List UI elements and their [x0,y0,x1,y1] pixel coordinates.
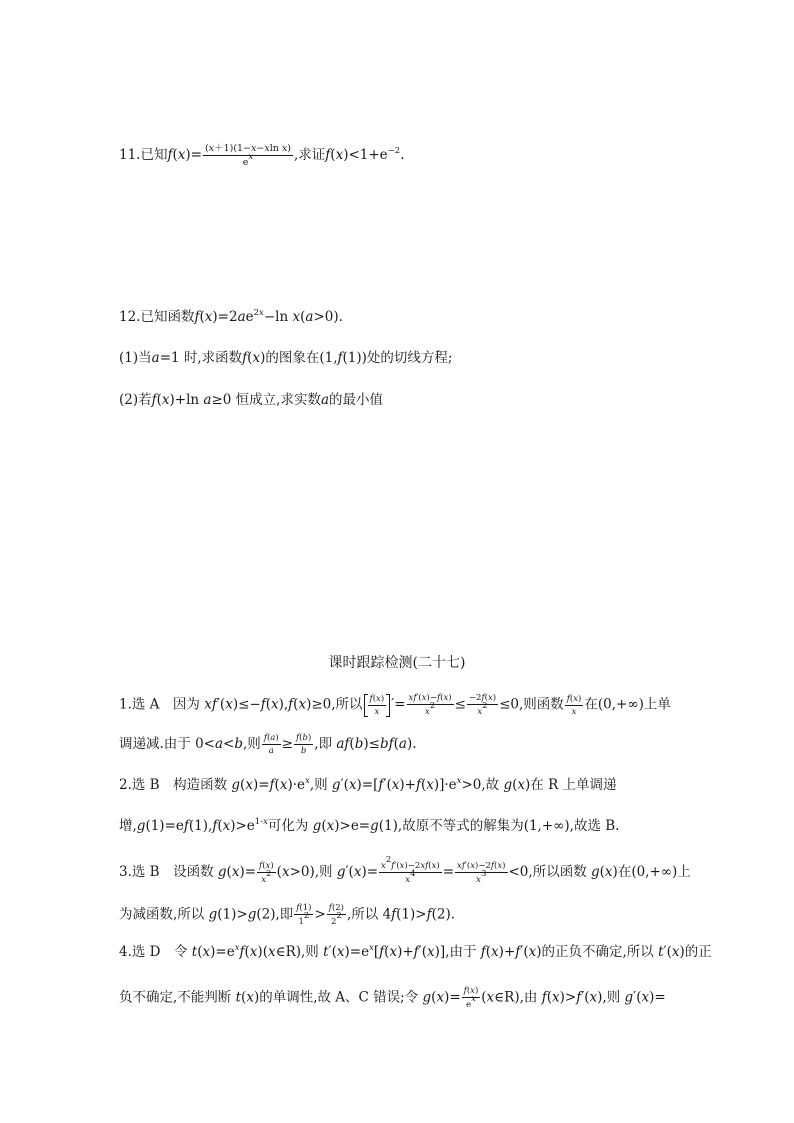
answer-4-line-2: 负不确定,不能判断 t(x)的单调性,故 A、C 错误;令 g(x)= $\frac{f(x)}{e^x}$ (x∈R),由 f(x)>f′(x),则 g′(x)= [119,986,666,1010]
answer-1-line-1: 1.选 A 因为 xf′(x)≤−f(x),f(x)≥0,所以 $\frac{f(x)}{x}$ ′= $\frac{xf'(x)-f(x)}{x^2}$ ≤ $\frac{-2f(x)}{x^2}$ ≤0,则函数 $\frac{f(x)}{x}$ 在(0,+∞)上单 [119,693,671,717]
answer-2-line-2: 增$,g(1)=ef(1),f(x)>e^{1-x}$可化为 g(x)>e=g(1),故原不等式的解集为(1,+∞),故选 B. [119,817,620,834]
problem-11: 11.已知f(x)= $\frac{\text{(x＋1)(1−x−xln x)}}{e^x}$ ,求证$f(x)<1+e^{-2}$. [119,143,405,168]
answer-3-line-1: 3.选 B 设函数 g(x)= $\frac{f(x)}{x^2}$ (x>0),则 g′(x)= $\frac{x^2f'(x)-2xf(x)}{x^4}$ = $\frac{xf'(x)-2f(x)}{x^3}$ <0,所以函数 g(x)在(0,+∞)上 [119,855,691,885]
answer-3-line-2: 为减函数,所以 g(1)>g(2),即 $\frac{f(1)}{1^2}$ > $\frac{f(2)}{2^2}$ ,所以 4f(1)>f(2). [119,903,456,927]
problem-12-part-2: (2)若f(x)+ln a≥0 恒成立,求实数a的最小值 [119,392,384,408]
problem-12: 12.已知函数$f(x)=2ae^{2x}-\ln$ x(a>0). [119,308,343,325]
answer-4-line-1: 4.选 D 令 $t(x)=e^xf(x)(x\in R)$,则 $t'(x)=e^x[f(x)+f'(x)]$,由于 f(x)+f′(x)的正负不确定,所以 t′(x)的正 [119,943,712,960]
answers-title: 课时跟踪检测(二十七) [328,655,466,671]
problem-12-part-1: (1)当a=1 时,求函数f(x)的图象在(1,f(1))处的切线方程; [119,350,453,366]
answer-2-line-1: 2.选 B 构造函数 $g(x)=f(x)\cdot e^x$,则 $g'(x)=[f'(x)+f(x)]\cdot e^x>0$,故 g(x)在 R 上单调递 [119,776,617,793]
answer-1-line-2: 调递减.由于 0<a<b,则 $\frac{f(a)}{a}$ ≥ $\frac{f(b)}{b}$ ,即 af(b)≤bf(a). [119,733,417,756]
